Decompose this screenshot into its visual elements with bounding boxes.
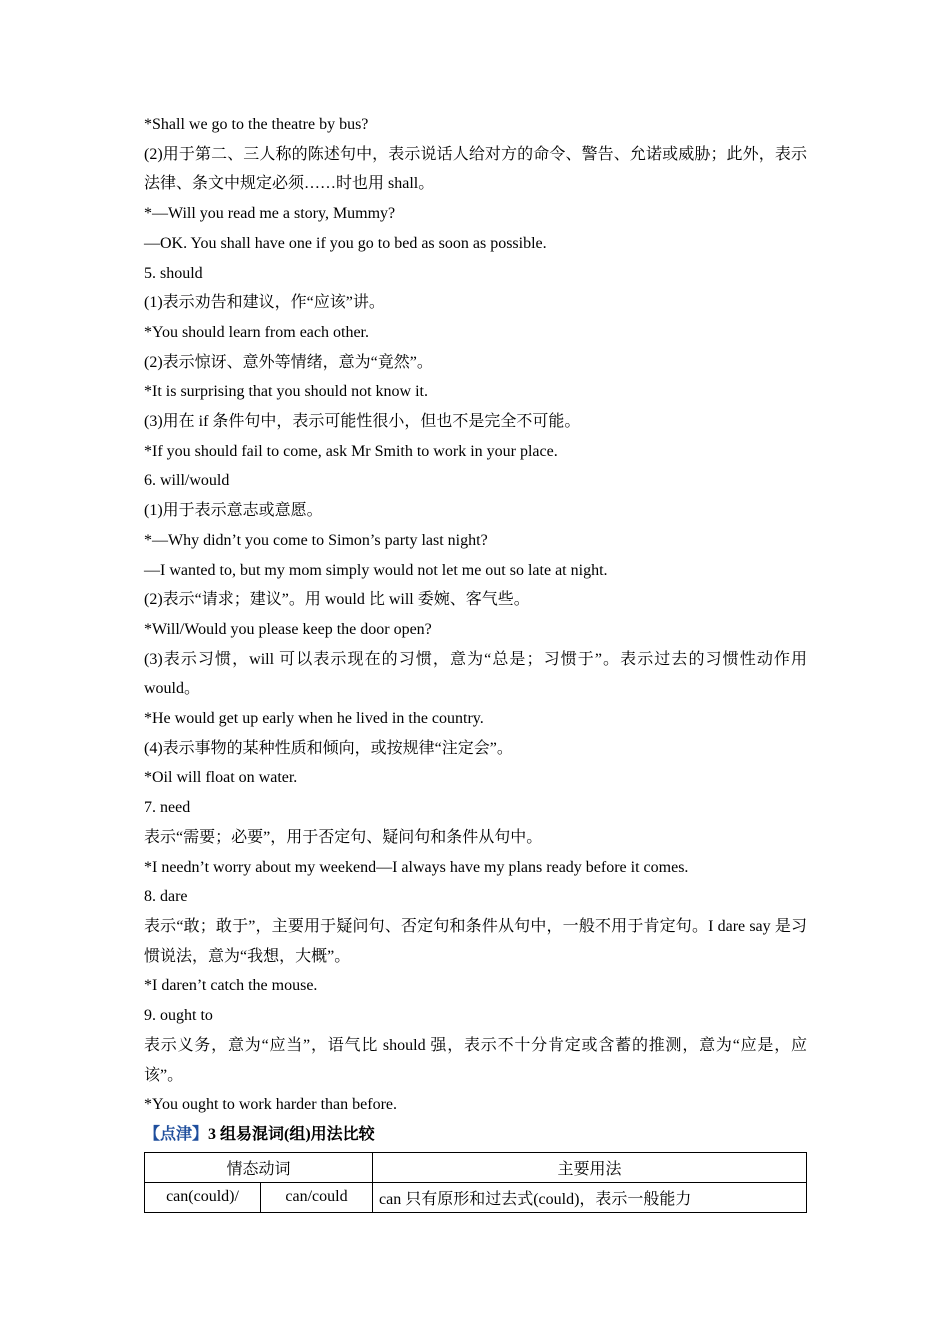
tip-mark: 【点津】 (144, 1125, 209, 1143)
example-sentence: —I wanted to, but my mom simply would not let me out so late at night. (144, 561, 608, 579)
usage-note: 表示义务，意为“应当”，语气比 should 强，表示不十分肯定或含蓄的推测，意为“应是，应该”。 (144, 1036, 807, 1084)
usage-note: (4)表示事物的某种性质和倾向，或按规律“注定会”。 (144, 739, 513, 757)
section-heading-will-would: 6. will/would (144, 472, 230, 490)
example-sentence: *It is surprising that you should not know it. (144, 383, 428, 401)
example-sentence: *He would get up early when he lived in the country. (144, 710, 484, 728)
comparison-table (144, 1152, 807, 1213)
tip-heading (144, 1120, 807, 1150)
example-sentence: *If you should fail to come, ask Mr Smith to work in your place. (144, 442, 558, 460)
example-sentence: *You ought to work harder than before. (144, 1096, 397, 1114)
usage-note: (2)表示惊讶、意外等情绪，意为“竟然”。 (144, 353, 433, 371)
table-header-cell: 情态动词 (145, 1152, 373, 1182)
usage-note: (1)用于表示意志或意愿。 (144, 502, 323, 520)
usage-note: (1)表示劝告和建议，作“应该”讲。 (144, 294, 385, 312)
example-sentence: *You should learn from each other. (144, 323, 369, 341)
section-heading-dare: 8. dare (144, 888, 188, 906)
table-cell: can(could)/ (145, 1182, 261, 1212)
example-sentence: *Will/Would you please keep the door open? (144, 620, 432, 638)
usage-note: (2)表示“请求；建议”。用 would 比 will 委婉、客气些。 (144, 591, 530, 609)
tip-title: 3 组易混词(组)用法比较 (208, 1125, 375, 1143)
usage-note: 表示“需要；必要”，用于否定句、疑问句和条件从句中。 (144, 828, 543, 846)
section-heading-should: 5. should (144, 264, 203, 282)
table-cell: can/could (261, 1182, 373, 1212)
example-sentence: *Shall we go to the theatre by bus? (144, 116, 369, 133)
section-heading-ought-to: 9. ought to (144, 1007, 213, 1025)
example-sentence: *—Why didn’t you come to Simon’s party last night? (144, 531, 488, 549)
usage-note: (2)用于第二、三人称的陈述句中，表示说话人给对方的命令、警告、允诺或威胁；此外，表示法律、条文中规定必须……时也用 shall。 (144, 145, 807, 193)
example-sentence: *I needn’t worry about my weekend—I always have my plans ready before it comes. (144, 858, 689, 876)
table-header-cell: 主要用法 (373, 1152, 807, 1182)
table-header-row (145, 1152, 807, 1182)
usage-note: (3)用在 if 条件句中，表示可能性很小，但也不是完全不可能。 (144, 413, 581, 431)
section-heading-need: 7. need (144, 799, 191, 817)
example-sentence: *Oil will float on water. (144, 769, 298, 787)
usage-note: 表示“敢；敢于”，主要用于疑问句、否定句和条件从句中，一般不用于肯定句。I dare say 是习惯说法，意为“我想，大概”。 (144, 917, 807, 965)
table-cell: can 只有原形和过去式(could)，表示一般能力 (373, 1182, 807, 1212)
usage-note: (3)表示习惯，will 可以表示现在的习惯，意为“总是；习惯于”。表示过去的习惯性动作用 would。 (144, 650, 807, 698)
table-row (145, 1182, 807, 1212)
document-page (144, 110, 807, 1213)
example-sentence: *I daren’t catch the mouse. (144, 977, 318, 995)
example-sentence: *—Will you read me a story, Mummy? (144, 205, 396, 223)
example-sentence: —OK. You shall have one if you go to bed as soon as possible. (144, 234, 547, 252)
